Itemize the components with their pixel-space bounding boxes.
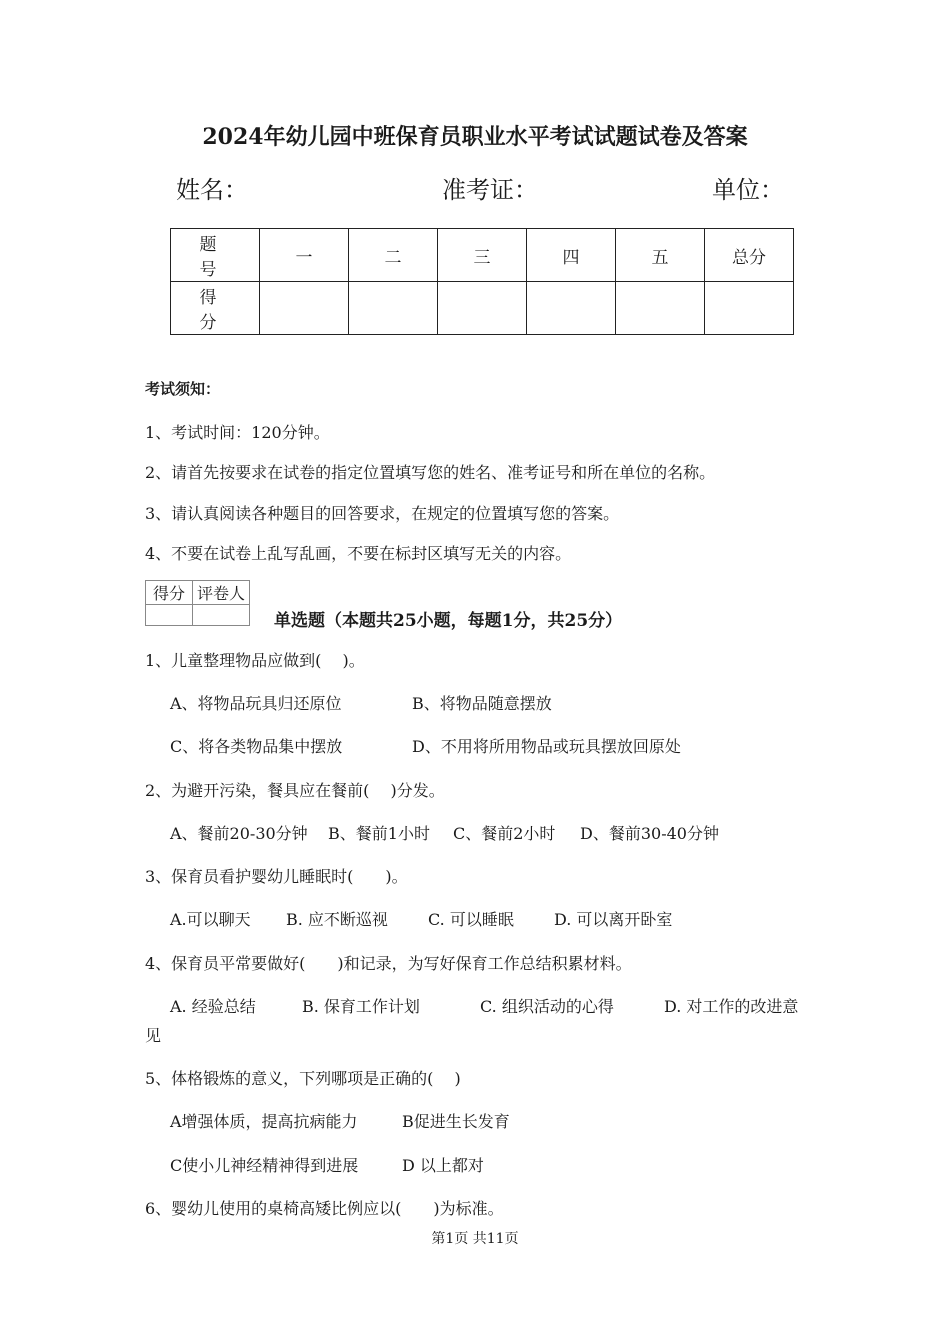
score-cell [705,282,794,335]
score-table-header-row [171,229,794,282]
score-cell [349,282,438,335]
question-option: A、将物品玩具归还原位 [170,694,342,713]
question-option-wrap: 见 [145,1026,162,1045]
score-row-label: 得 分 [171,282,260,335]
question-stem: 1、儿童整理物品应做到( )。 [145,651,365,670]
score-table-col-3: 三 [438,229,527,282]
score-table-header-label: 题 号 [171,229,260,282]
question-option: B. 应不断巡视 [286,910,388,929]
score-table [170,228,794,335]
exam-id-label: 准考证： [442,176,538,204]
score-cell [527,282,616,335]
notice-title: 考试须知： [145,380,221,398]
question-option: A、餐前20-30分钟 [170,824,308,843]
question-option: C. 组织活动的心得 [480,997,614,1016]
score-table-col-2: 二 [349,229,438,282]
grader-reviewer-cell [193,605,250,626]
question-option: A.可以聊天 [170,910,251,929]
grader-box [145,580,250,626]
question-option: D. 可以离开卧室 [554,910,673,929]
question-option: D、餐前30-40分钟 [580,824,719,843]
question-option: C、餐前2小时 [453,824,556,843]
question-option: D. 对工作的改进意 [664,997,799,1016]
score-table-col-total: 总分 [705,229,794,282]
question-option: C、将各类物品集中摆放 [170,737,343,756]
notice-item: 2、请首先按要求在试卷的指定位置填写您的姓名、准考证号和所在单位的名称。 [145,463,716,482]
score-table-col-5: 五 [616,229,705,282]
score-cell [438,282,527,335]
notice-item: 3、请认真阅读各种题目的回答要求，在规定的位置填写您的答案。 [145,504,620,523]
notice-item: 1、考试时间：120分钟。 [145,423,330,442]
question-stem: 3、保育员看护婴幼儿睡眠时( )。 [145,867,408,886]
grader-score-label: 得分 [146,581,193,605]
question-option: B促进生长发育 [402,1112,510,1131]
question-option: B、将物品随意摆放 [412,694,552,713]
question-option: B. 保育工作计划 [302,997,420,1016]
question-option: A. 经验总结 [170,997,256,1016]
question-stem: 4、保育员平常要做好( )和记录，为写好保育工作总结积累材料。 [145,954,632,973]
grader-reviewer-label: 评卷人 [193,581,250,605]
score-table-col-4: 四 [527,229,616,282]
score-table-col-1: 一 [260,229,349,282]
question-option: C使小儿神经精神得到进展 [170,1156,359,1175]
question-option: C. 可以睡眠 [428,910,514,929]
name-label: 姓名： [176,176,248,204]
question-option: B、餐前1小时 [328,824,430,843]
page-title: 2024年幼儿园中班保育员职业水平考试试题试卷及答案 [202,124,748,150]
grader-score-cell [146,605,193,626]
question-stem: 5、体格锻炼的意义，下列哪项是正确的( ) [145,1069,461,1088]
score-cell [616,282,705,335]
page-footer: 第1页 共11页 [431,1231,519,1247]
question-option: A增强体质，提高抗病能力 [170,1112,358,1131]
section-title: 单选题（本题共25小题，每题1分，共25分） [274,611,623,631]
unit-label: 单位： [712,176,784,204]
question-stem: 6、婴幼儿使用的桌椅高矮比例应以( )为标准。 [145,1199,504,1218]
question-stem: 2、为避开污染，餐具应在餐前( )分发。 [145,781,445,800]
score-cell [260,282,349,335]
question-option: D、不用将所用物品或玩具摆放回原处 [412,737,681,756]
question-option: D 以上都对 [402,1156,484,1175]
score-table-score-row [171,282,794,335]
notice-item: 4、不要在试卷上乱写乱画，不要在标封区填写无关的内容。 [145,544,572,563]
